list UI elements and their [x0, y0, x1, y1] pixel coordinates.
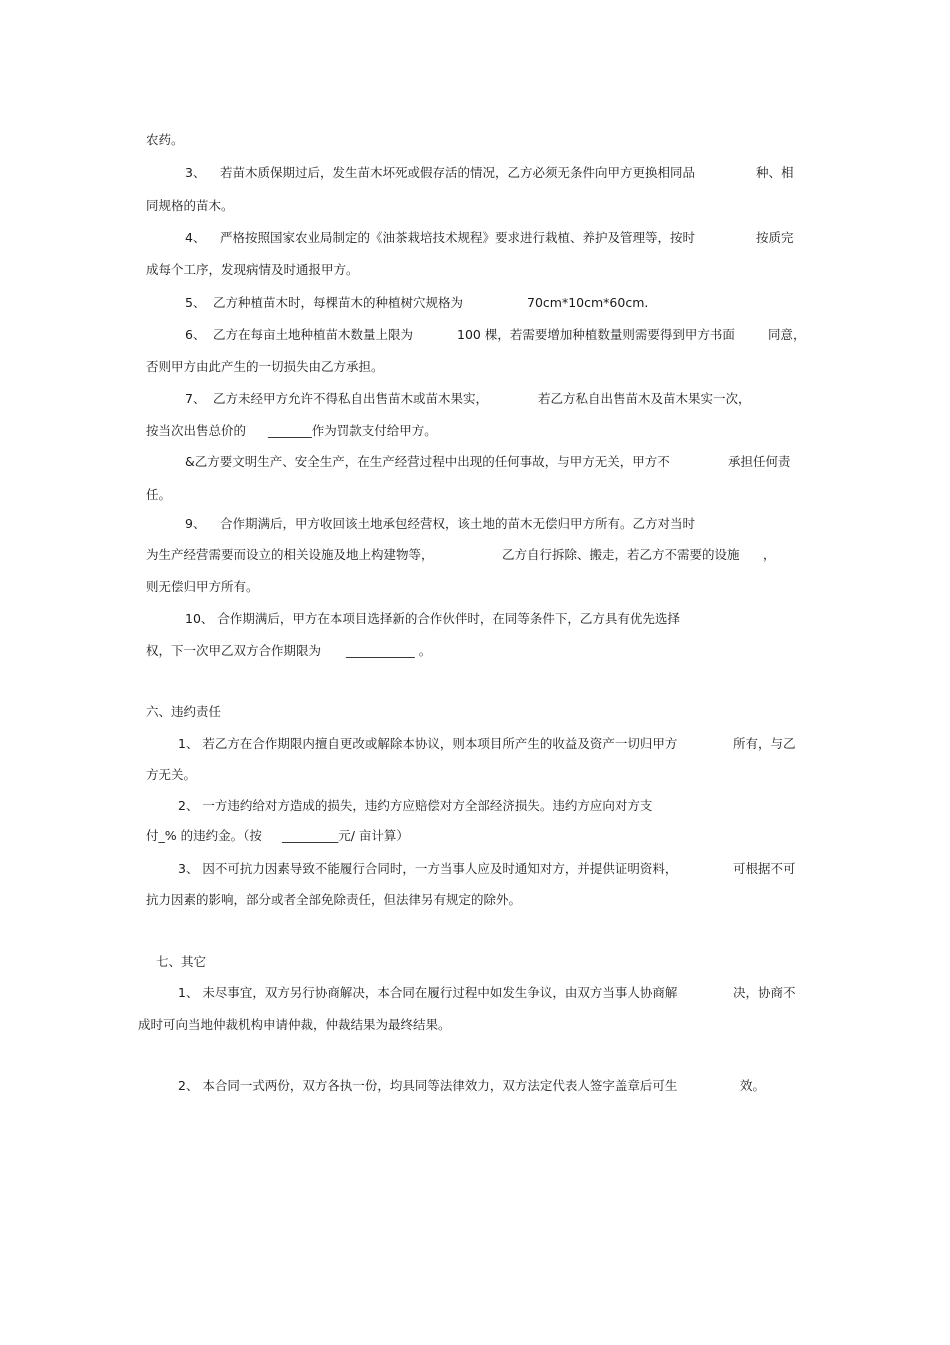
text-line: 效。: [740, 1078, 766, 1093]
text-line: 同规格的苗木。: [146, 198, 234, 213]
item-number: 9、: [185, 516, 206, 531]
section-heading: 六、违约责任: [146, 704, 222, 719]
text-line: 否则甲方由此产生的一切损失由乙方承担。: [146, 359, 384, 374]
text-line: 1、 若乙方在合作期限内擅自更改或解除本协议，则本项目所产生的收益及资产一切归甲方: [178, 736, 678, 751]
item-number: 4、: [185, 230, 206, 245]
text-line: 权，下一次甲乙双方合作期限为: [146, 643, 322, 658]
text-line: 严格按照国家农业局制定的《油茶栽培技术规程》要求进行栽植、养护及管理等，按时: [220, 230, 696, 245]
blank-field: _______作为罚款支付给甲方。: [268, 423, 437, 438]
text-line: 10、 合作期满后，甲方在本项目选择新的合作伙伴时，在同等条件下，乙方具有优先选择: [185, 611, 680, 626]
text-line: 成每个工序，发现病情及时通报甲方。: [146, 262, 359, 277]
text-line: 任。: [146, 487, 172, 502]
text-line: 付_% 的违约金。（按: [146, 828, 262, 843]
text-line: 若苗木质保期过后，发生苗木坏死或假存活的情况，乙方必须无条件向甲方更换相同品: [220, 165, 696, 180]
text-line: 70cm*10cm*60cm.: [527, 295, 649, 310]
text-line: 可根据不可: [733, 861, 796, 876]
text-line: 按当次出售总价的: [146, 423, 247, 438]
text-line: 乙方未经甲方允许不得私自出售苗木或苗木果实，: [213, 391, 489, 406]
item-number: 6、: [185, 327, 206, 342]
section-heading: 七、其它: [156, 954, 207, 969]
text-line: 乙方自行拆除、搬走，若乙方不需要的设施: [502, 547, 740, 562]
blank-field: ___________ 。: [346, 643, 432, 658]
text-line: 合作期满后，甲方收回该土地承包经营权，该土地的苗木无偿归甲方所有。乙方对当时: [220, 516, 696, 531]
text-line: 100 棵，若需要增加种植数量则需要得到甲方书面: [457, 327, 735, 342]
text-line: 决，协商不: [733, 985, 796, 1000]
text-line: 所有，与乙: [733, 736, 796, 751]
text-line: 则无偿归甲方所有。: [146, 579, 259, 594]
text-line: 2、 本合同一式两份，双方各执一份，均具同等法律效力，双方法定代表人签字盖章后可生: [178, 1078, 678, 1093]
text-line: ，: [763, 547, 776, 562]
text-line: 为生产经营需要而设立的相关设施及地上构建物等，: [146, 547, 434, 562]
item-number: 3、: [185, 165, 206, 180]
text-line: 成时可向当地仲裁机构申请仲裁，仲裁结果为最终结果。: [138, 1017, 451, 1032]
text-line: 抗力因素的影响，部分或者全部免除责任，但法律另有规定的除外。: [146, 892, 522, 907]
blank-field: _________元/ 亩计算）: [282, 828, 409, 843]
item-number: 5、: [185, 295, 206, 310]
text-line: 3、 因不可抗力因素导致不能履行合同时，一方当事人应及时通知对方，并提供证明资料，: [178, 861, 678, 876]
text-line: 乙方在每亩土地种植苗木数量上限为: [213, 327, 414, 342]
text-line: 1、 未尽事宜，双方另行协商解决，本合同在履行过程中如发生争议，由双方当事人协商解: [178, 985, 678, 1000]
text-line: 2、 一方违约给对方造成的损失，违约方应赔偿对方全部经济损失。违约方应向对方支: [178, 798, 653, 813]
text-line: 农药。: [146, 132, 184, 147]
text-line: 种、相: [756, 165, 794, 180]
text-line: &乙方要文明生产、安全生产，在生产经营过程中出现的任何事故，与甲方无关，甲方不: [185, 454, 670, 469]
text-line: 若乙方私自出售苗木及苗木果实一次，: [538, 391, 751, 406]
text-line: 乙方种植苗木时，每棵苗木的种植树穴规格为: [213, 295, 464, 310]
item-number: 7、: [185, 391, 206, 406]
text-line: 方无关。: [146, 767, 197, 782]
text-line: 按质完: [756, 230, 794, 245]
text-line: 同意，: [768, 327, 806, 342]
text-line: 承担任何责: [728, 454, 791, 469]
